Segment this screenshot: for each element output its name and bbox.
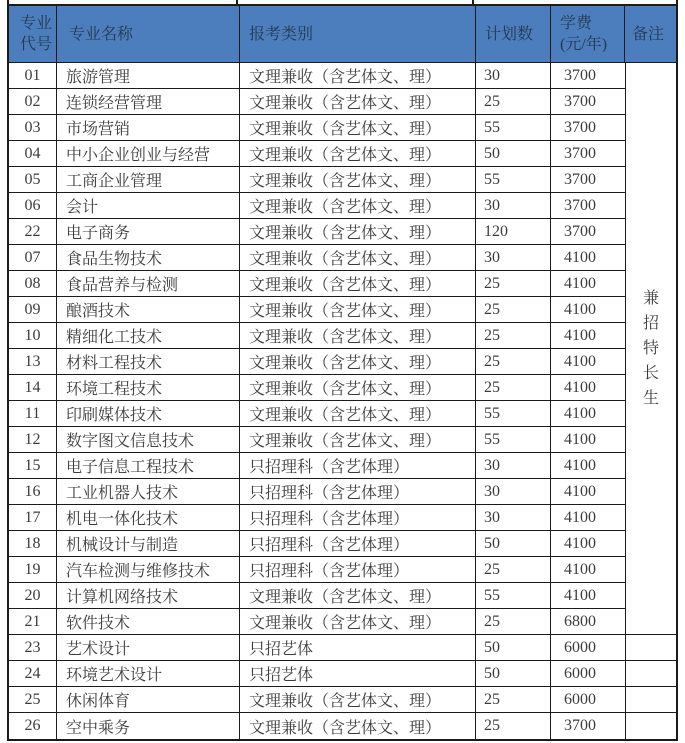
major-code-cell: 01 [9,63,57,88]
plan-count-cell: 55 [476,427,551,452]
exam-category-cell: 文理兼收（含艺体文、理） [240,167,476,192]
table-row [9,453,625,479]
major-name-cell: 休闲体育 [57,687,240,712]
major-name-cell: 市场营销 [57,115,240,140]
major-name-cell: 电子商务 [57,219,240,244]
table-header-row [9,6,676,63]
table-row [9,557,625,583]
plan-count-cell: 25 [476,687,551,712]
exam-category-cell: 文理兼收（含艺体文、理） [240,687,476,712]
table-row [9,375,625,401]
table-row [9,713,625,739]
table-row [9,297,625,323]
exam-category-cell: 文理兼收（含艺体文、理） [240,63,476,88]
exam-category-cell: 文理兼收（含艺体文、理） [240,401,476,426]
tuition-cell: 4100 [564,378,596,396]
plan-count-cell: 50 [476,635,551,660]
major-name-cell: 酿酒技术 [57,297,240,322]
tuition-cell: 6800 [564,612,596,630]
major-name-cell: 精细化工技术 [57,323,240,348]
plan-count-cell: 30 [476,193,551,218]
plan-count-cell: 25 [476,713,551,739]
plan-count-cell: 30 [476,245,551,270]
tuition-cell: 3700 [564,717,596,734]
table-row [9,271,625,297]
major-code-cell: 15 [9,453,57,478]
major-code-cell: 07 [9,245,57,270]
tuition-cell: 4100 [564,586,596,604]
table-row [9,323,625,349]
table-row [9,479,625,505]
major-code-cell: 18 [9,531,57,556]
header-tuition-line2: (元/年) [560,36,608,53]
tuition-cell: 6000 [564,690,596,708]
plan-count-cell: 25 [476,609,551,634]
major-name-cell: 环境艺术设计 [57,661,240,686]
major-code-cell: 25 [9,687,57,712]
exam-category-cell: 文理兼收（含艺体文、理） [240,427,476,452]
major-name-cell: 会计 [57,193,240,218]
plan-count-cell: 25 [476,557,551,582]
plan-count-cell: 55 [476,167,551,192]
table-row [9,401,625,427]
tuition-cell: 6000 [564,664,596,682]
header-remark [625,6,676,62]
table-row [9,609,625,635]
remark-column [625,63,676,739]
tuition-cell: 4100 [564,534,596,552]
table-rows [9,63,625,739]
tuition-cell: 4100 [564,560,596,578]
table-row [9,635,625,661]
exam-category-cell: 文理兼收（含艺体文、理） [240,609,476,634]
exam-category-cell: 只招理科（含艺体理） [240,479,476,504]
plan-count-cell: 25 [476,375,551,400]
plan-count-cell: 50 [476,661,551,686]
exam-category-cell: 文理兼收（含艺体文、理） [240,89,476,114]
tuition-cell: 4100 [564,352,596,370]
tuition-cell: 3700 [564,170,596,188]
table-body [9,63,676,739]
plan-count-cell: 25 [476,297,551,322]
table-row [9,219,625,245]
header-plan-count-label: 计划数 [485,25,534,43]
tuition-cell: 4100 [564,456,596,474]
exam-category-cell: 只招理科（含艺体理） [240,505,476,530]
tuition-cell: 4100 [564,508,596,526]
header-exam-category [240,6,476,62]
plan-count-cell: 55 [476,401,551,426]
major-code-cell: 20 [9,583,57,608]
remark-empty-cells [626,635,676,739]
tuition-cell: 3700 [564,66,596,84]
plan-count-cell: 50 [476,141,551,166]
major-code-cell: 04 [9,141,57,166]
exam-category-cell: 只招理科（含艺体理） [240,531,476,556]
plan-count-cell: 30 [476,453,551,478]
major-code-cell: 14 [9,375,57,400]
table-row [9,141,625,167]
header-plan-count [476,6,551,62]
header-major-name [57,6,240,62]
major-name-cell: 电子信息工程技术 [57,453,240,478]
major-code-cell: 13 [9,349,57,374]
header-major-code [9,6,57,62]
table-row [9,505,625,531]
table-row [9,531,625,557]
header-major-code-line2: 代号 [20,36,53,53]
major-name-cell: 中小企业创业与经营 [57,141,240,166]
major-code-cell: 09 [9,297,57,322]
major-name-cell: 机电一体化技术 [57,505,240,530]
header-major-name-label: 专业名称 [69,25,134,43]
table-row [9,89,625,115]
exam-category-cell: 只招理科（含艺体理） [240,557,476,582]
plan-count-cell: 55 [476,115,551,140]
remark-char: 招 [642,315,659,332]
plan-count-cell: 55 [476,583,551,608]
tuition-cell: 4100 [564,482,596,500]
remark-cell-empty [626,687,676,713]
plan-count-cell: 25 [476,89,551,114]
exam-category-cell: 文理兼收（含艺体文、理） [240,713,476,739]
plan-count-cell: 25 [476,349,551,374]
major-code-cell: 12 [9,427,57,452]
major-name-cell: 印刷媒体技术 [57,401,240,426]
major-name-cell: 艺术设计 [57,635,240,660]
major-code-cell: 19 [9,557,57,582]
tuition-cell: 4100 [564,248,596,266]
tuition-cell: 3700 [564,222,596,240]
table-row [9,687,625,713]
exam-category-cell: 只招艺体 [240,661,476,686]
plan-count-cell: 30 [476,63,551,88]
major-code-cell: 10 [9,323,57,348]
major-name-cell: 工业机器人技术 [57,479,240,504]
table-row [9,167,625,193]
exam-category-cell: 文理兼收（含艺体文、理） [240,245,476,270]
major-code-cell: 02 [9,89,57,114]
exam-category-cell: 文理兼收（含艺体文、理） [240,141,476,166]
plan-count-cell: 50 [476,531,551,556]
remark-cell-empty [626,635,676,661]
major-name-cell: 材料工程技术 [57,349,240,374]
major-name-cell: 空中乘务 [57,713,240,739]
major-name-cell: 计算机网络技术 [57,583,240,608]
major-code-cell: 26 [9,713,57,739]
remark-cell-empty [626,661,676,687]
table-row [9,583,625,609]
major-code-cell: 06 [9,193,57,218]
exam-category-cell: 文理兼收（含艺体文、理） [240,219,476,244]
header-remark-label: 备注 [632,25,665,43]
table-row [9,193,625,219]
major-name-cell: 工商企业管理 [57,167,240,192]
remark-char: 兼 [642,290,659,307]
header-major-code-line1: 专业 [20,15,53,32]
major-name-cell: 旅游管理 [57,63,240,88]
exam-category-cell: 只招艺体 [240,635,476,660]
major-code-cell: 21 [9,609,57,634]
tuition-cell: 3700 [564,144,596,162]
exam-category-cell: 文理兼收（含艺体文、理） [240,349,476,374]
major-code-cell: 08 [9,271,57,296]
major-name-cell: 机械设计与制造 [57,531,240,556]
exam-category-cell: 文理兼收（含艺体文、理） [240,323,476,348]
tuition-cell: 3700 [564,92,596,110]
table-row [9,63,625,89]
exam-category-cell: 文理兼收（含艺体文、理） [240,271,476,296]
major-code-cell: 16 [9,479,57,504]
major-name-cell: 食品营养与检测 [57,271,240,296]
major-name-cell: 连锁经营管理 [57,89,240,114]
major-code-cell: 17 [9,505,57,530]
remark-merged-cell [626,63,676,635]
tuition-cell: 4100 [564,326,596,344]
major-code-cell: 22 [9,219,57,244]
exam-category-cell: 文理兼收（含艺体文、理） [240,297,476,322]
header-tuition-line1: 学费 [560,15,593,32]
major-code-cell: 23 [9,635,57,660]
header-tuition [551,6,625,62]
plan-count-cell: 120 [476,219,551,244]
tuition-cell: 4100 [564,300,596,318]
exam-category-cell: 文理兼收（含艺体文、理） [240,583,476,608]
major-name-cell: 汽车检测与维修技术 [57,557,240,582]
tuition-cell: 4100 [564,274,596,292]
remark-char: 长 [642,365,659,382]
header-exam-category-label: 报考类别 [249,25,314,43]
plan-count-cell: 30 [476,505,551,530]
remark-char: 特 [642,340,659,357]
major-name-cell: 食品生物技术 [57,245,240,270]
tuition-cell: 4100 [564,404,596,422]
table-row [9,245,625,271]
plan-count-cell: 25 [476,323,551,348]
plan-count-cell: 25 [476,271,551,296]
major-name-cell: 数字图文信息技术 [57,427,240,452]
remark-cell-empty [626,713,676,739]
major-code-cell: 11 [9,401,57,426]
admission-plan-table [7,4,678,741]
major-name-cell: 环境工程技术 [57,375,240,400]
table-row [9,115,625,141]
table-row [9,349,625,375]
tuition-cell: 3700 [564,118,596,136]
major-code-cell: 05 [9,167,57,192]
remark-char: 生 [642,390,659,407]
tuition-cell: 6000 [564,638,596,656]
exam-category-cell: 文理兼收（含艺体文、理） [240,115,476,140]
major-name-cell: 软件技术 [57,609,240,634]
table-row [9,661,625,687]
tuition-cell: 3700 [564,196,596,214]
table-row [9,427,625,453]
exam-category-cell: 文理兼收（含艺体文、理） [240,375,476,400]
plan-count-cell: 30 [476,479,551,504]
exam-category-cell: 只招理科（含艺体理） [240,453,476,478]
tuition-cell: 4100 [564,430,596,448]
major-code-cell: 24 [9,661,57,686]
major-code-cell: 03 [9,115,57,140]
exam-category-cell: 文理兼收（含艺体文、理） [240,193,476,218]
